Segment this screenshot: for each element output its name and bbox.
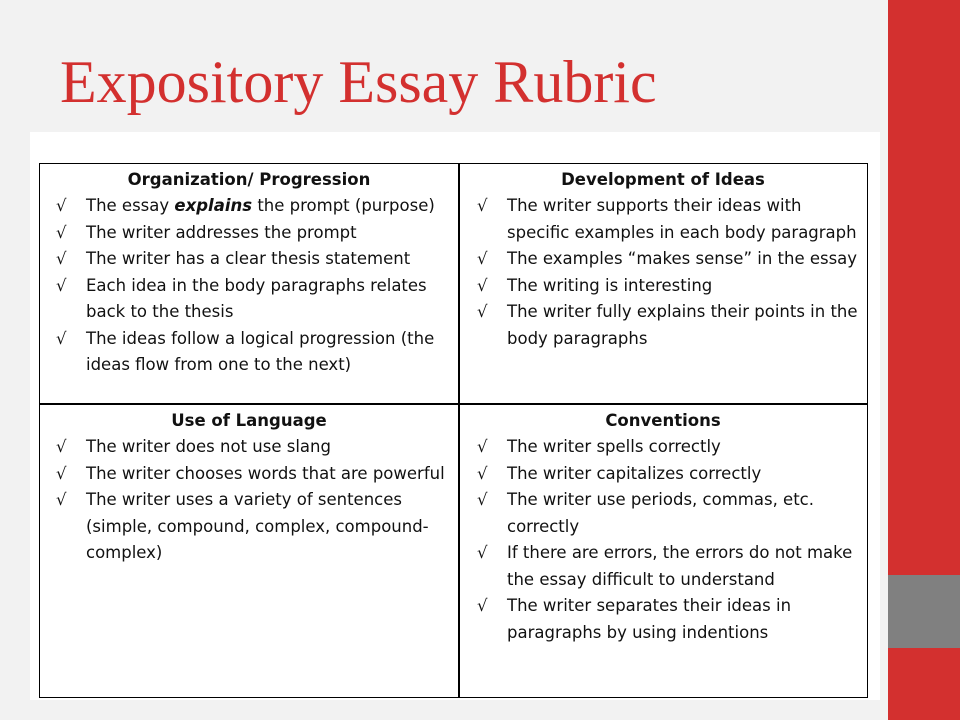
checkmark-icon: √ bbox=[477, 463, 488, 483]
list-item: √ The writer chooses words that are powerful bbox=[40, 461, 458, 488]
cell-language bbox=[40, 405, 458, 697]
rubric-table bbox=[39, 163, 868, 698]
cell-heading-language: Use of Language bbox=[171, 411, 327, 430]
checkmark-icon: √ bbox=[56, 490, 67, 509]
list-item: √ The examples “makes sense” in the essay bbox=[460, 246, 866, 273]
list-item: √ The writer uses a variety of sentences (simple, compound, complex, compound-complex) bbox=[40, 487, 458, 567]
criteria-list-language bbox=[40, 434, 458, 567]
cell-organization bbox=[40, 164, 458, 403]
list-item: √ The writer supports their ideas with specific examples in each body paragraph bbox=[460, 193, 866, 246]
checkmark-icon: √ bbox=[477, 543, 488, 562]
checkmark-icon: √ bbox=[56, 249, 67, 268]
list-item: √ The writer fully explains their points in the body paragraphs bbox=[460, 299, 866, 352]
cell-heading-conventions: Conventions bbox=[605, 411, 721, 430]
list-item: √ The writer does not use slang bbox=[40, 434, 458, 461]
side-accent-bar-bottom bbox=[888, 648, 960, 720]
criteria-list-conventions bbox=[460, 434, 866, 646]
checkmark-icon: √ bbox=[477, 275, 488, 295]
list-item: √ The writer use periods, commas, etc. correctly bbox=[460, 487, 866, 540]
checkmark-icon: √ bbox=[56, 275, 67, 295]
checkmark-icon: √ bbox=[56, 222, 67, 242]
list-item: √ The writer capitalizes correctly bbox=[460, 461, 866, 488]
side-accent-bar-grey bbox=[888, 575, 960, 648]
side-accent-bar-top bbox=[888, 0, 960, 575]
list-item: √ The writer separates their ideas in paragraphs by using indentions bbox=[460, 593, 866, 646]
cell-heading-development: Development of Ideas bbox=[561, 170, 765, 189]
checkmark-icon: √ bbox=[56, 437, 67, 456]
emphasized-word: explains bbox=[174, 196, 253, 215]
checkmark-icon: √ bbox=[477, 490, 488, 509]
checkmark-icon: √ bbox=[477, 596, 488, 615]
checkmark-icon: √ bbox=[56, 328, 67, 348]
checkmark-icon: √ bbox=[477, 196, 488, 215]
checkmark-icon: √ bbox=[477, 249, 488, 268]
checkmark-icon: √ bbox=[56, 196, 67, 215]
list-item: √ If there are errors, the errors do not make the essay difficult to understand bbox=[460, 540, 866, 593]
checkmark-icon: √ bbox=[477, 302, 488, 321]
criteria-list-organization bbox=[40, 193, 458, 379]
cell-heading-organization: Organization/ Progression bbox=[127, 170, 371, 189]
cell-conventions bbox=[460, 405, 866, 697]
list-item: √ The writer addresses the prompt bbox=[40, 220, 458, 247]
list-item: √ The writer spells correctly bbox=[460, 434, 866, 461]
slide-title: Expository Essay Rubric bbox=[60, 49, 657, 115]
list-item: √ The essay explains the prompt (purpose) bbox=[40, 193, 458, 220]
criteria-list-development bbox=[460, 193, 866, 352]
list-item: √ The writing is interesting bbox=[460, 273, 866, 300]
list-item: √ The ideas follow a logical progression (the ideas flow from one to the next) bbox=[40, 326, 458, 379]
checkmark-icon: √ bbox=[56, 463, 67, 483]
cell-development bbox=[460, 164, 866, 403]
rubric-image bbox=[30, 132, 880, 700]
list-item: √ The writer has a clear thesis statement bbox=[40, 246, 458, 273]
list-item: √ Each idea in the body paragraphs relates back to the thesis bbox=[40, 273, 458, 326]
checkmark-icon: √ bbox=[477, 437, 488, 456]
